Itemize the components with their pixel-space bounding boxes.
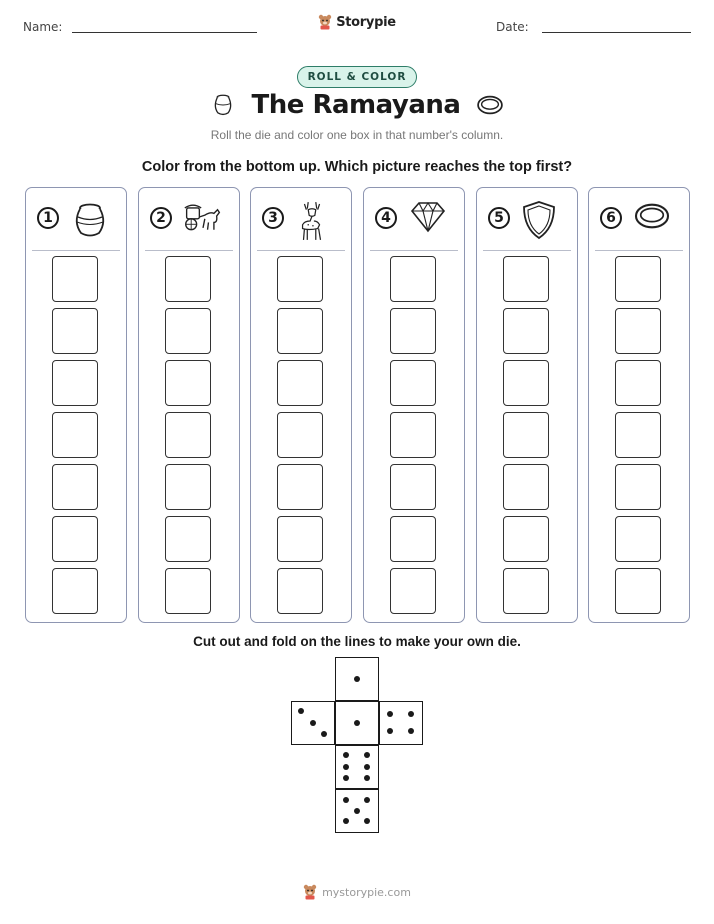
die-pip [408,728,414,734]
color-box[interactable] [390,256,436,302]
name-label: Name: [23,20,63,34]
color-box[interactable] [52,516,98,562]
color-box[interactable] [503,256,549,302]
column-4 [363,187,465,623]
die-pip [364,797,370,803]
color-box[interactable] [615,516,661,562]
color-box[interactable] [277,360,323,406]
date-line[interactable] [542,32,691,33]
column-1 [25,187,127,623]
color-box[interactable] [503,516,549,562]
column-2 [138,187,240,623]
column-header [251,188,351,250]
die-pip [321,731,327,737]
column-6 [588,187,690,623]
page-title: The Ramayana [251,90,461,120]
column-header [477,188,577,250]
column-number: 4 [375,207,397,229]
color-box[interactable] [52,412,98,458]
column-header [26,188,126,250]
color-box[interactable] [615,568,661,614]
pot-icon [70,200,110,240]
color-box[interactable] [277,256,323,302]
color-box[interactable] [503,360,549,406]
color-box[interactable] [165,360,211,406]
die-pip [387,711,393,717]
color-box[interactable] [165,464,211,510]
column-divider [257,250,345,251]
die-pip [343,764,349,770]
die-pip [364,752,370,758]
color-box[interactable] [390,568,436,614]
color-box[interactable] [277,516,323,562]
footer [0,884,714,905]
color-box[interactable] [390,412,436,458]
color-box[interactable] [615,360,661,406]
column-header [589,188,689,250]
chariot-icon [183,200,223,240]
color-box[interactable] [52,308,98,354]
die-face [335,657,379,701]
deer-icon [295,200,335,240]
ring-icon [633,200,673,240]
diamond-icon [408,200,448,240]
color-box[interactable] [503,412,549,458]
bear-mascot-icon [318,14,332,30]
color-box[interactable] [165,256,211,302]
die-pip [343,752,349,758]
date-label: Date: [496,20,529,34]
color-box[interactable] [165,308,211,354]
color-box[interactable] [277,568,323,614]
die-pip [343,797,349,803]
die-pip [343,818,349,824]
category-badge: ROLL & COLOR [297,66,418,88]
column-divider [370,250,458,251]
die-face [335,701,379,745]
die-pip [354,676,360,682]
column-divider [483,250,571,251]
die-pip [310,720,316,726]
column-number: 6 [600,207,622,229]
color-box[interactable] [615,308,661,354]
color-box[interactable] [165,516,211,562]
column-divider [32,250,120,251]
column-5 [476,187,578,623]
column-3 [250,187,352,623]
die-pip [364,818,370,824]
instruction: Color from the bottom up. Which picture reaches the top first? [141,159,573,175]
die-face [335,745,379,789]
color-box[interactable] [503,308,549,354]
column-header [364,188,464,250]
color-box[interactable] [390,360,436,406]
die-pip [364,775,370,781]
color-box[interactable] [277,412,323,458]
column-header [139,188,239,250]
color-box[interactable] [615,256,661,302]
color-box[interactable] [52,256,98,302]
color-box[interactable] [277,308,323,354]
bear-mascot-icon [303,884,317,900]
column-number: 1 [37,207,59,229]
color-box[interactable] [503,464,549,510]
die-face [379,701,423,745]
die-pip [408,711,414,717]
die-pip [364,764,370,770]
column-number: 3 [262,207,284,229]
color-box[interactable] [52,464,98,510]
column-divider [145,250,233,251]
color-box[interactable] [390,464,436,510]
die-pip [343,775,349,781]
color-box[interactable] [390,516,436,562]
color-box[interactable] [165,412,211,458]
color-box[interactable] [615,464,661,510]
subtitle: Roll the die and color one box in that number's column. [210,128,504,142]
column-number: 5 [488,207,510,229]
pot-icon [210,92,236,118]
color-box[interactable] [503,568,549,614]
cut-instruction: Cut out and fold on the lines to make your own die. [193,634,521,649]
column-number: 2 [150,207,172,229]
die-face [335,789,379,833]
shield-icon [521,200,561,240]
die-pip [354,720,360,726]
die-pip [354,808,360,814]
die-face [291,701,335,745]
column-divider [595,250,683,251]
ring-icon [476,93,504,117]
color-box[interactable] [277,464,323,510]
color-box[interactable] [390,308,436,354]
brand-name: Storypie [336,14,396,30]
die-pip [298,708,304,714]
color-box[interactable] [165,568,211,614]
color-box[interactable] [615,412,661,458]
color-box[interactable] [52,568,98,614]
footer-url: mystorypie.com [322,885,411,899]
color-box[interactable] [52,360,98,406]
die-pip [387,728,393,734]
